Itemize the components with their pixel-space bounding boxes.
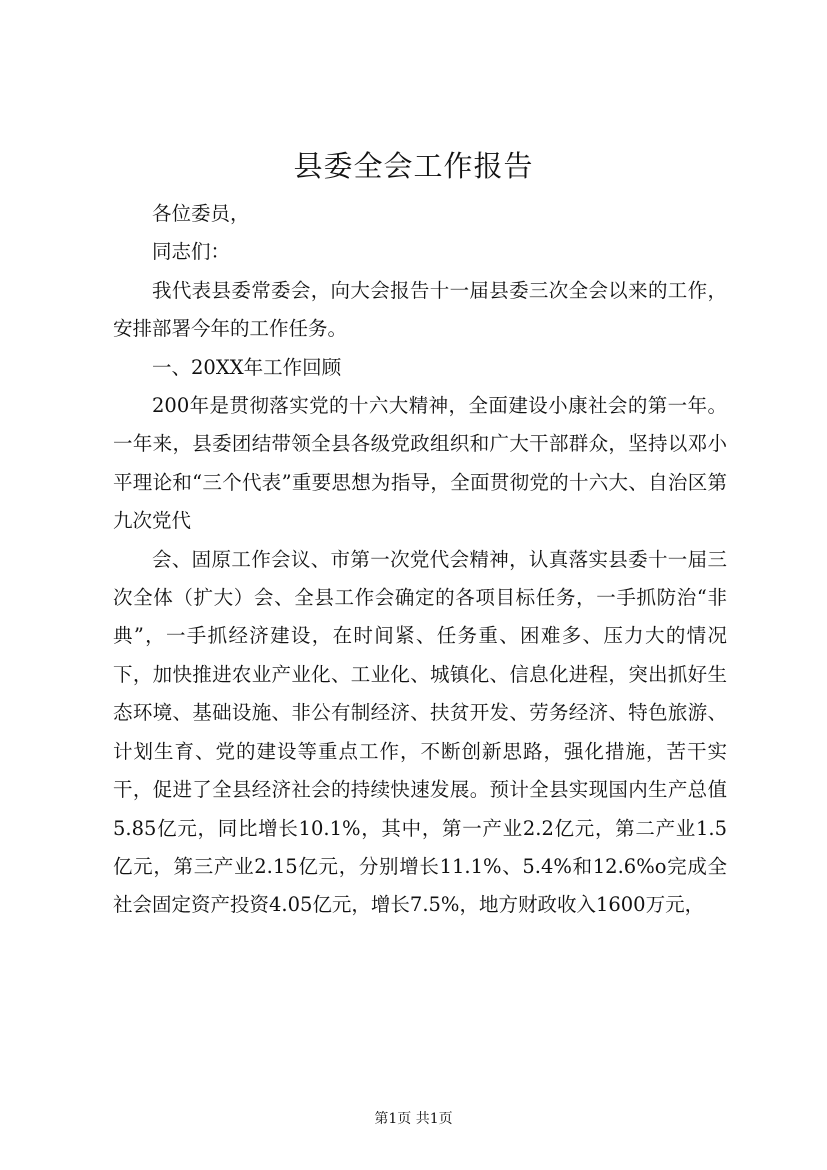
document-body: [113, 195, 727, 925]
salutation-paragraph: 各位委员，: [152, 202, 250, 225]
salutation-paragraph: 同志们：: [152, 240, 231, 264]
page-footer: 第1页 共1页: [374, 1111, 453, 1127]
body-paragraph: 会、固原工作会议、市第一次党代会精神，认真落实县委十一届三次全体（扩大）会、全县工作会确定的各项目标任务，一手抓防治“非典”，一手抓经济建设，在时间紧、任务重、困难多、压力大的情况下，加快推进农业产业化、工业化、城镇化、信息化进程，突出抓好生态环境、基础设施、非公有制经济、扶贫开发、劳务经济、特色旅游、计划生育、党的建设等重点工作，不断创新思路，强化措施，苦干实干，促进了全县经济社会的持续快速发展。预计全县实现国内生产总值5.85亿元，同比增长10.1%，其中，第一产业2.2亿元，第二产业1.5亿元，第三产业2.15亿元，分别增长11.1%、5.4%和12.6%o完成全社会固定资产投资4.05亿元，增长7.5%，地方财政收入1600万元，: [113, 547, 727, 917]
document-title: 县委全会工作报告: [293, 149, 534, 183]
body-paragraph: 200年是贯彻落实党的十六大精神，全面建设小康社会的第一年。一年来，县委团结带领全县各级党政组织和广大干部群众，坚持以邓小平理论和“三个代表”重要思想为指导，全面贯彻党的十六大、自治区第九次党代: [113, 394, 727, 533]
section-heading: 一、20XX年工作回顾: [152, 355, 342, 379]
body-paragraph: 我代表县委常委会，向大会报告十一届县委三次全会以来的工作，安排部署今年的工作任务。: [113, 278, 727, 341]
